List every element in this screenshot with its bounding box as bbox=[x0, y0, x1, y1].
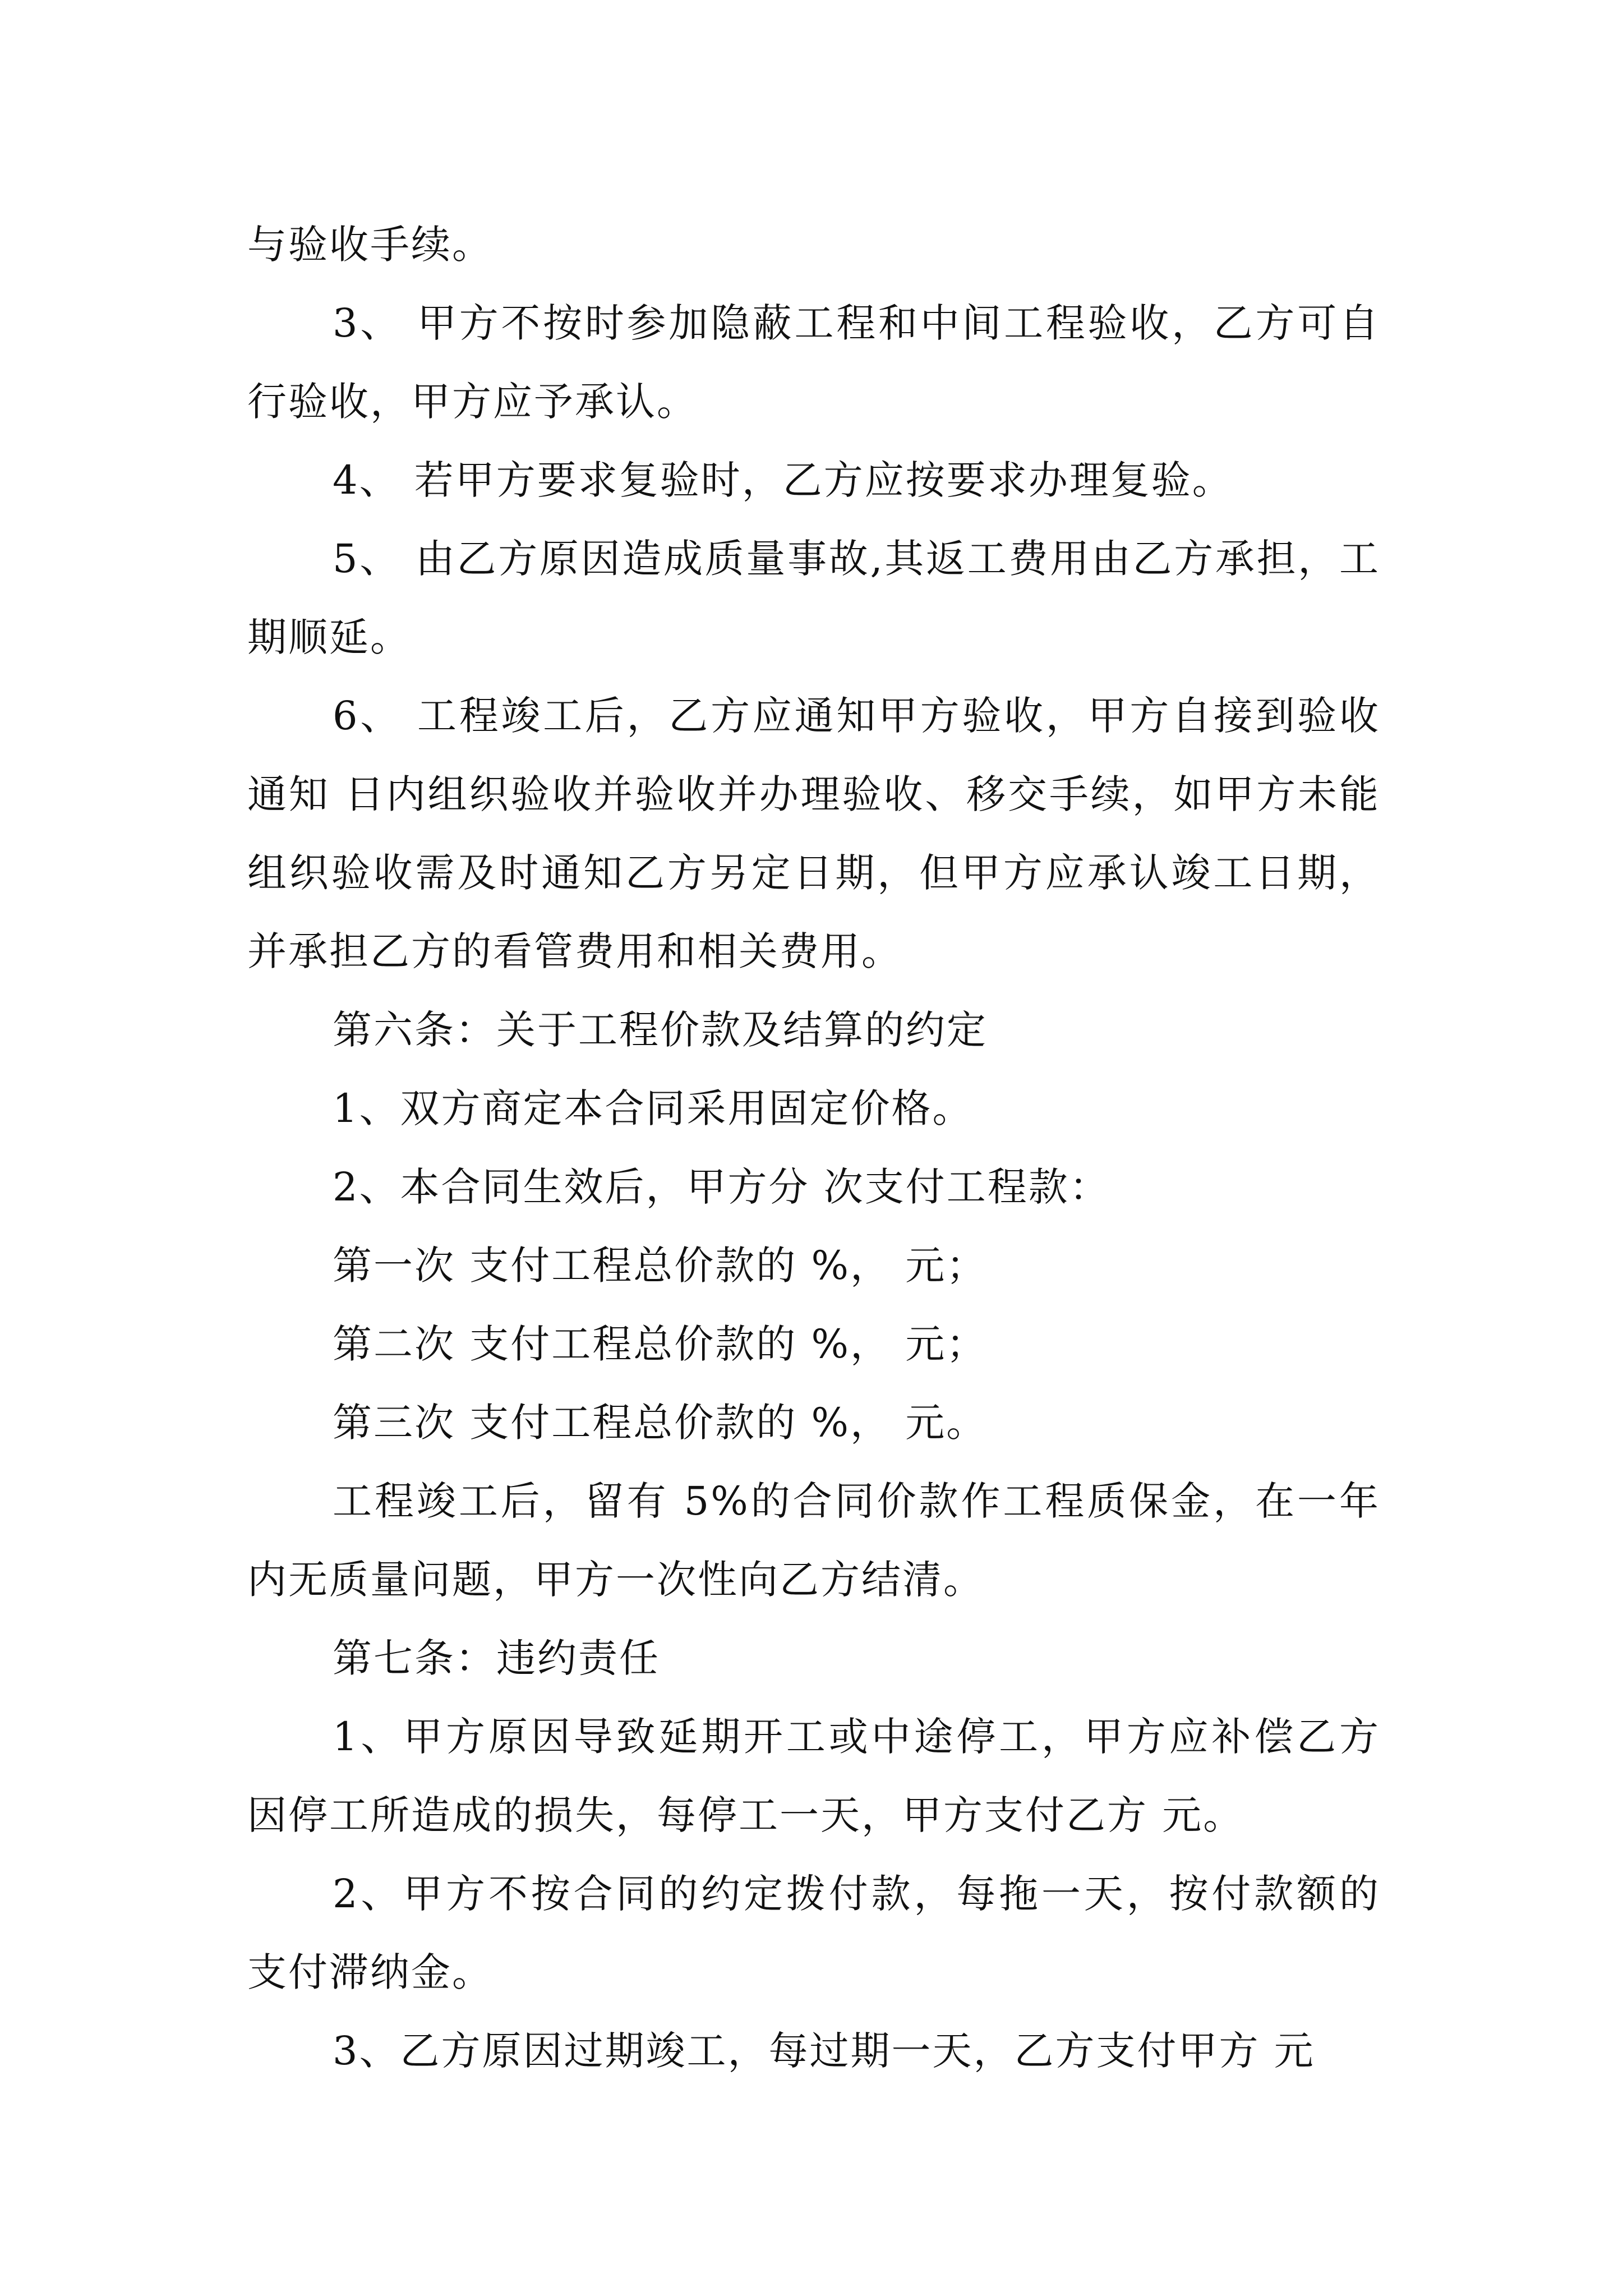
document-body bbox=[247, 205, 1380, 2090]
paragraph-breach-1: 1、甲方原因导致延期开工或中途停工，甲方应补偿乙方因停工所造成的损失，每停工一天，甲方支付乙方 元。 bbox=[247, 1714, 1380, 1838]
paragraph-item-3: 3、 甲方不按时参加隐蔽工程和中间工程验收，乙方可自行验收，甲方应予承认。 bbox=[247, 300, 1380, 425]
paragraph-item-4: 4、 若甲方要求复验时，乙方应按要求办理复验。 bbox=[333, 457, 1233, 503]
paragraph-breach-3: 3、乙方原因过期竣工，每过期一天，乙方支付甲方 元 bbox=[333, 2028, 1315, 2074]
paragraph-quality-deposit: 工程竣工后，留有 5%的合同价款作工程质保金，在一年内无质量问题，甲方一次性向乙方结清。 bbox=[247, 1478, 1380, 1603]
paragraph-fixed-price: 1、双方商定本合同采用固定价格。 bbox=[333, 1085, 974, 1131]
payment-line-first: 第一次 支付工程总价款的 %， 元； bbox=[333, 1243, 988, 1289]
paragraph-payment-installments: 2、本合同生效后，甲方分 次支付工程款： bbox=[333, 1164, 1110, 1210]
section-heading-article-6: 第六条：关于工程价款及结算的约定 bbox=[333, 1007, 988, 1053]
paragraph-breach-2: 2、甲方不按合同的约定拨付款，每拖一天，按付款额的支付滞纳金。 bbox=[247, 1871, 1380, 1995]
payment-line-third: 第三次 支付工程总价款的 %， 元。 bbox=[333, 1400, 988, 1446]
paragraph-item-6: 6、 工程竣工后，乙方应通知甲方验收，甲方自接到验收通知 日内组织验收并验收并办理验收、移交手续，如甲方未能组织验收需及时通知乙方另定日期，但甲方应承认竣工日期，并承担乙方的看管费用和相关费用。 bbox=[247, 693, 1380, 974]
paragraph-continuation: 与验收手续。 bbox=[247, 222, 493, 268]
paragraph-item-5: 5、 由乙方原因造成质量事故,其返工费用由乙方承担，工期顺延。 bbox=[247, 536, 1380, 660]
payment-line-second: 第二次 支付工程总价款的 %， 元； bbox=[333, 1321, 988, 1367]
section-heading-article-7: 第七条：违约责任 bbox=[333, 1635, 660, 1681]
